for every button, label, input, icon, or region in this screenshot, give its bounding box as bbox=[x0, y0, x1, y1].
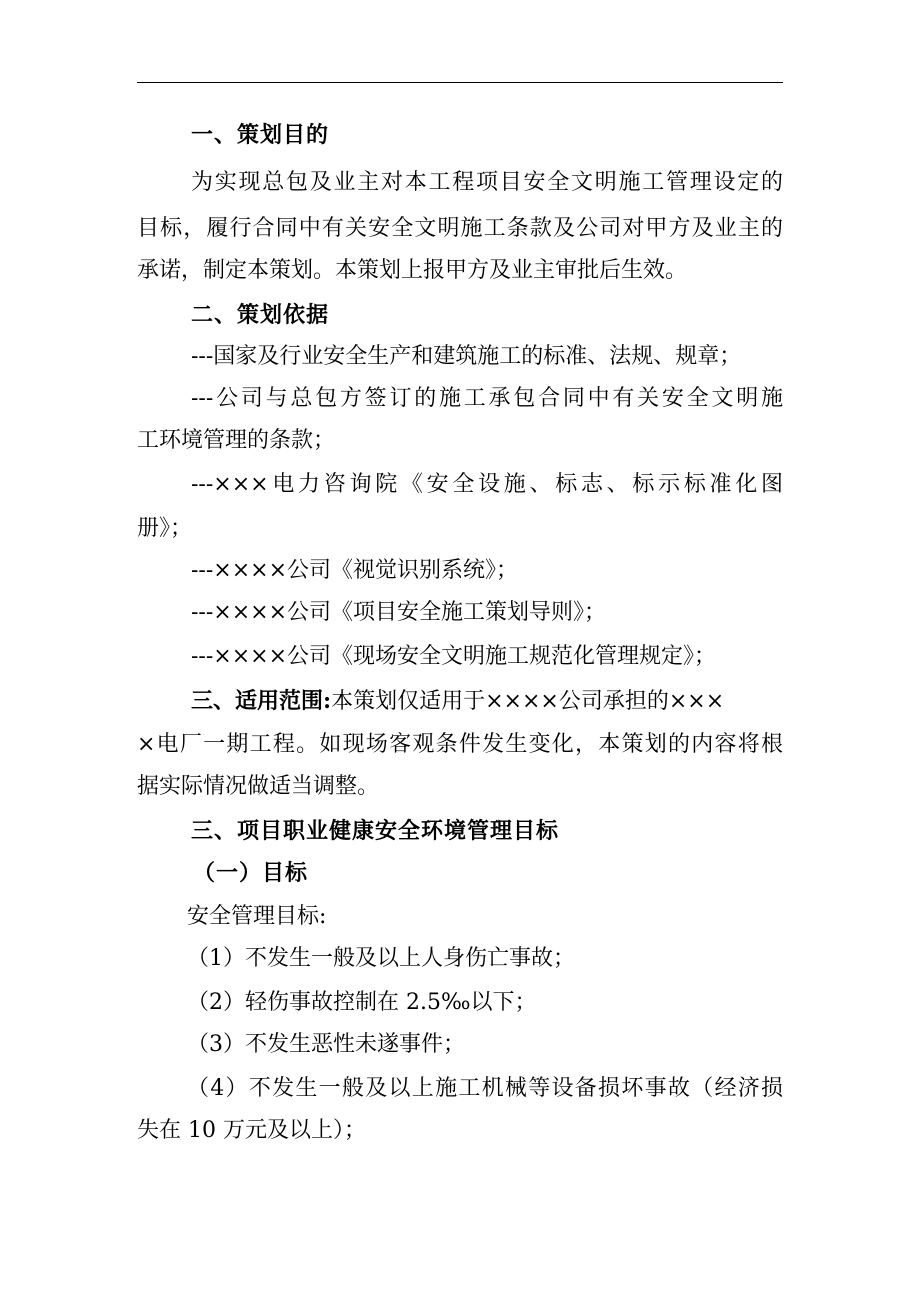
paragraph-line: 为实现总包及业主对本工程项目安全文明施工管理设定的 bbox=[191, 170, 783, 195]
section-heading-purpose: 一、策划目的 bbox=[191, 122, 330, 148]
list-item-continuation: 册》； bbox=[137, 516, 193, 541]
paragraph-line: 安全管理目标: bbox=[187, 904, 327, 929]
goal-item: （1）不发生一般及以上人身伤亡事故； bbox=[187, 946, 575, 971]
header-rule bbox=[137, 82, 783, 83]
list-item: ---××××公司《视觉识别系统》； bbox=[191, 558, 519, 583]
goal-item-continuation: 失在 10 万元及以上）； bbox=[137, 1118, 366, 1143]
section-heading-goals: 三、项目职业健康安全环境管理目标 bbox=[191, 818, 560, 844]
paragraph-line: 承诺，制定本策划。本策划上报甲方及业主审批后生效。 bbox=[137, 258, 688, 283]
scope-label: 三、适用范围: bbox=[191, 688, 332, 714]
scope-text: 本策划仅适用于××××公司承担的××× bbox=[331, 689, 725, 714]
goal-item: （2）轻伤事故控制在 2.5‰以下； bbox=[187, 990, 537, 1015]
goal-item: （4）不发生一般及以上施工机械等设备损坏事故（经济损 bbox=[187, 1076, 783, 1101]
goal-item: （3）不发生恶性未遂事件； bbox=[187, 1032, 465, 1057]
paragraph-line: 据实际情况做适当调整。 bbox=[137, 774, 380, 799]
list-item-continuation: 工环境管理的条款； bbox=[137, 428, 336, 453]
paragraph-line: 目标，履行合同中有关安全文明施工条款及公司对甲方及业主的 bbox=[137, 216, 783, 241]
list-item: ---××××公司《现场安全文明施工规范化管理规定》； bbox=[191, 644, 717, 669]
list-item: ---公司与总包方签订的施工承包合同中有关安全文明施 bbox=[191, 386, 783, 411]
list-item: ---国家及行业安全生产和建筑施工的标准、法规、规章； bbox=[191, 344, 742, 369]
list-item: ---××××公司《项目安全施工策划导则》； bbox=[191, 600, 607, 625]
scope-line bbox=[191, 686, 837, 717]
paragraph-line: ×电厂一期工程。如现场客观条件发生变化，本策划的内容将根 bbox=[137, 732, 783, 757]
section-heading-basis: 二、策划依据 bbox=[191, 302, 330, 328]
list-item: ---×××电力咨询院《安全设施、标志、标示标准化图 bbox=[191, 472, 783, 497]
subsection-heading: （一）目标 bbox=[193, 860, 309, 886]
